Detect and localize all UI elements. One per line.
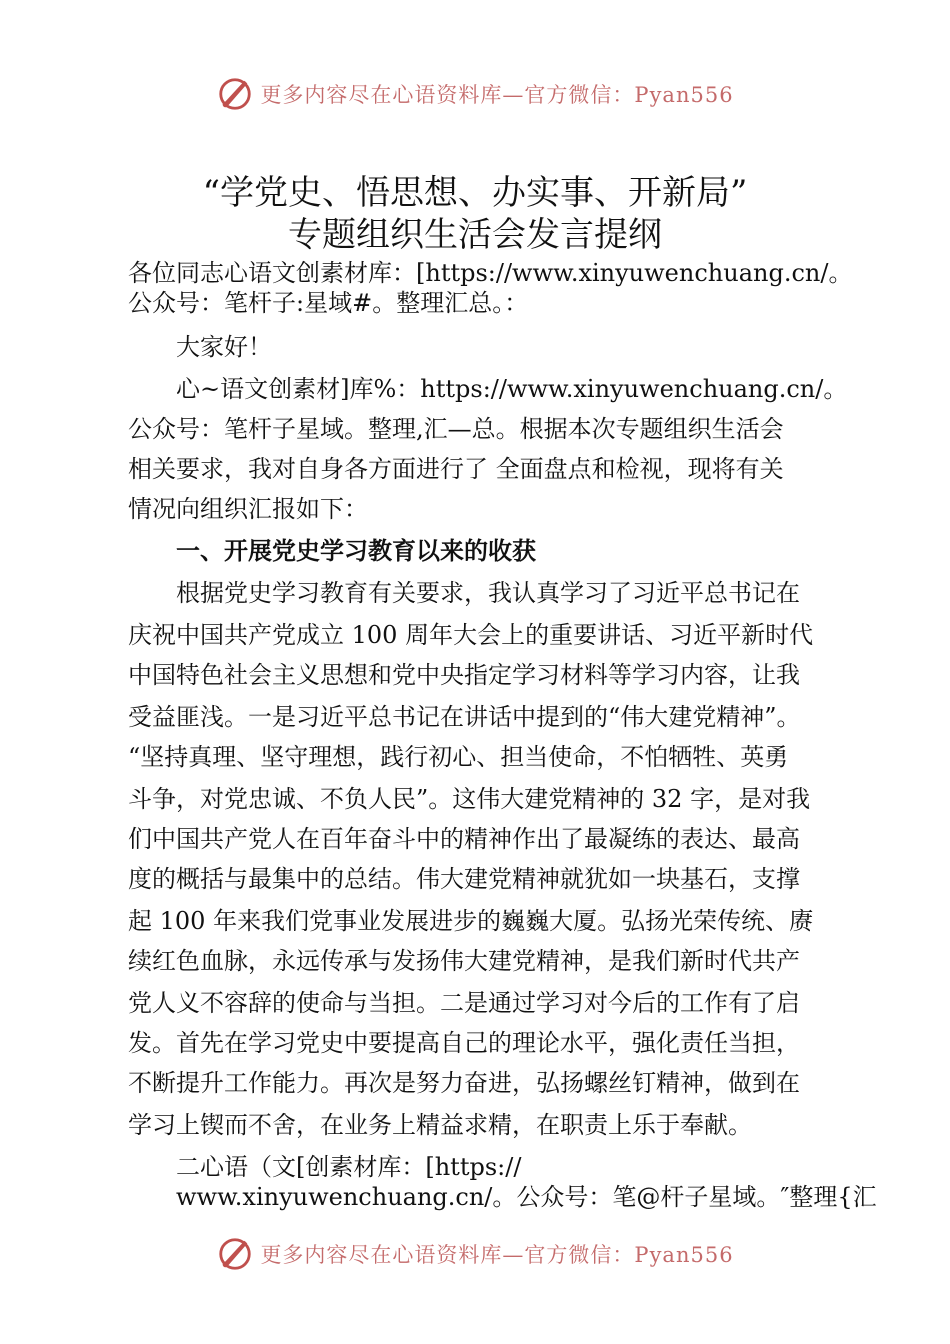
para2-line: 续红色血脉，永远传承与发扬伟大建党精神，是我们新时代共产: [128, 947, 800, 975]
tail-line1: 二心语（文[创素材库：[https://: [176, 1153, 522, 1181]
para2-line: 起 100 年来我们党事业发展进步的巍巍大厦。弘扬光荣传统、赓: [128, 907, 814, 935]
para2-line: 学习上锲而不舍，在业务上精益求精，在职责上乐于奉献。: [128, 1111, 752, 1139]
para2-line: 斗争，对党忠诚、不负人民”。这伟大建党精神的 32 字，是对我: [128, 785, 811, 813]
document-title-line2: 专题组织生活会发言提纲: [288, 215, 662, 255]
para2-line: 中国特色社会主义思想和党中央指定学习材料等学习内容，让我: [128, 661, 800, 689]
intro-line2: 公众号：笔杆子:星域#。整理汇总。：: [128, 289, 529, 317]
para1-line: 公众号：笔杆子星域。整理,汇—总。根据本次专题组织生活会: [128, 415, 784, 443]
para2-line: “坚持真理、坚守理想，践行初心、担当使命，不怕牺牲、英勇: [128, 743, 789, 771]
para1-line: 相关要求，我对自身各方面进行了 全面盘点和检视，现将有关: [128, 455, 784, 483]
tail-line2: www.xinyuwenchuang.cn/。公众号：笔@杆子星域。″整理{汇: [176, 1183, 877, 1211]
para2-line: 庆祝中国共产党成立 100 周年大会上的重要讲话、习近平新时代: [128, 621, 814, 649]
para2-line: 度的概括与最集中的总结。伟大建党精神就犹如一块基石，支撑: [128, 865, 800, 893]
document-title-line1: “学党史、悟思想、办实事、开新局”: [202, 173, 748, 213]
para2-line: 们中国共产党人在百年奋斗中的精神作出了最凝练的表达、最高: [128, 825, 800, 853]
para2-line: 不断提升工作能力。再次是努力奋进，弘扬螺丝钉精神，做到在: [128, 1069, 800, 1097]
section-heading-1: 一、开展党史学习教育以来的收获: [176, 537, 536, 565]
para2-line: 受益匪浅。一是习近平总书记在讲话中提到的“伟大建党精神”。: [128, 703, 801, 731]
para2-line: 发。首先在学习党史中要提高自己的理论水平，强化责任当担，: [128, 1029, 800, 1057]
para1-line: 心~语文创素材]库%：https://www.xinyuwenchuang.cn/。: [176, 375, 848, 403]
footer-banner: [0, 1232, 950, 1276]
pen-nib-circle-icon: [216, 1235, 254, 1273]
intro-line1: 各位同志心语文创素材库：[https://www.xinyuwenchuang.cn/。: [128, 259, 853, 287]
greeting: 大家好！: [176, 333, 272, 361]
para2-line: 根据党史学习教育有关要求，我认真学习了习近平总书记在: [176, 579, 800, 607]
header-banner: [0, 72, 950, 116]
banner-text: 更多内容尽在心语资料库—官方微信：Pyan556: [260, 1243, 734, 1267]
para1-line: 情况向组织汇报如下：: [128, 495, 368, 523]
banner-text: 更多内容尽在心语资料库—官方微信：Pyan556: [260, 83, 734, 107]
para2-line: 党人义不容辞的使命与当担。二是通过学习对今后的工作有了启: [128, 989, 800, 1017]
pen-nib-circle-icon: [216, 75, 254, 113]
